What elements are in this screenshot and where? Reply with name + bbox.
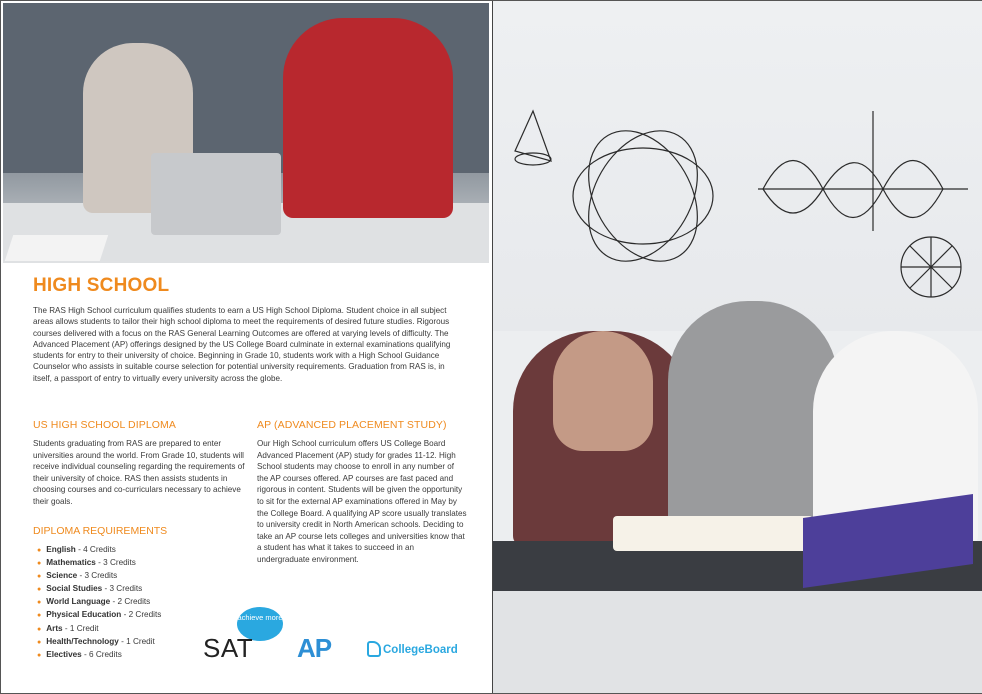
bullet-icon: ●: [37, 638, 42, 646]
bullet-icon: ●: [37, 612, 42, 620]
left-page: [1, 1, 491, 693]
college-board-logo: CollegeBoard: [367, 641, 458, 657]
list-item: ● Science - 3 Credits: [37, 571, 118, 581]
acorn-icon: [367, 641, 381, 657]
ap-text: Our High School curriculum offers US College Board Advanced Placement (AP) study for grades 11-12. High School students may choose to enroll in any number of the AP courses offered. AP courses are fast paced and rigorous in content. Students will be given the opportunity to sit for the external AP examinations offered in May by the College Board. A qualifying AP score usually translates to university credit in North American schools. Deciding to take an AP course lets colleges and universities know that a student has what it takes to succeed in an undergraduate environment.: [257, 439, 467, 564]
list-item: ● Electives - 6 Credits: [37, 649, 122, 659]
sat-logo: SAT: [203, 633, 254, 663]
students-studying-photo: [493, 1, 982, 693]
students-laptop-photo: [3, 3, 489, 263]
diploma-section: [33, 419, 248, 508]
whiteboard-math-drawing: [493, 1, 982, 331]
bullet-icon: ●: [37, 599, 42, 607]
page-title: HIGH SCHOOL: [33, 275, 170, 296]
bullet-icon: ●: [37, 651, 42, 659]
requirements-list: [37, 544, 161, 662]
list-item: ● Health/Technology - 1 Credit: [37, 636, 155, 646]
right-page: [492, 1, 982, 693]
diploma-heading: US HIGH SCHOOL DIPLOMA: [33, 419, 177, 431]
list-item: ● Social Studies - 3 Credits: [37, 584, 143, 594]
bullet-icon: ●: [37, 547, 42, 554]
list-item: ● English - 4 Credits: [37, 545, 116, 554]
requirements-heading: DIPLOMA REQUIREMENTS: [33, 525, 168, 537]
ap-heading: AP (ADVANCED PLACEMENT STUDY): [257, 419, 447, 431]
ap-logo: AP: [297, 633, 332, 663]
list-item: ● World Language - 2 Credits: [37, 597, 151, 607]
bullet-icon: ●: [37, 625, 42, 633]
list-item: ● Physical Education - 2 Credits: [37, 610, 162, 620]
bullet-icon: ●: [37, 586, 42, 594]
sat-achieve-more-badge: achieve more: [237, 607, 283, 641]
intro-paragraph: The RAS High School curriculum qualifies students to earn a US High School Diploma. Student choice in all subject areas allows students to tailor their high school diploma to meet the requirements of desired future studies. Rigorous courses delivered with a focus on the RAS General Learning Outcomes are offered at varying levels of difficulty. The Advanced Placement (AP) offerings designed by the US College Board culminate in external examinations qualifying students for entry to their university of choice. Beginning in Grade 10, students work with a High School Guidance Counselor who assists in suitable course selection for potential university requirements. Graduation from RAS is, in itself, a passport of entry to virtually every university across the globe.: [33, 306, 451, 383]
diploma-text: Students graduating from RAS are prepared to enter universities around the world. From Grade 10, students will receive individual counseling regarding the requirements of their university of choice. RAS then assists students in choosing courses and co-curriculars necessary to achieve their goals.: [33, 439, 245, 506]
list-item: ● Arts - 1 Credit: [37, 623, 99, 633]
bullet-icon: ●: [37, 560, 42, 568]
ap-section: [257, 419, 467, 566]
list-item: ● Mathematics - 3 Credits: [37, 558, 136, 568]
bullet-icon: ●: [37, 573, 42, 581]
